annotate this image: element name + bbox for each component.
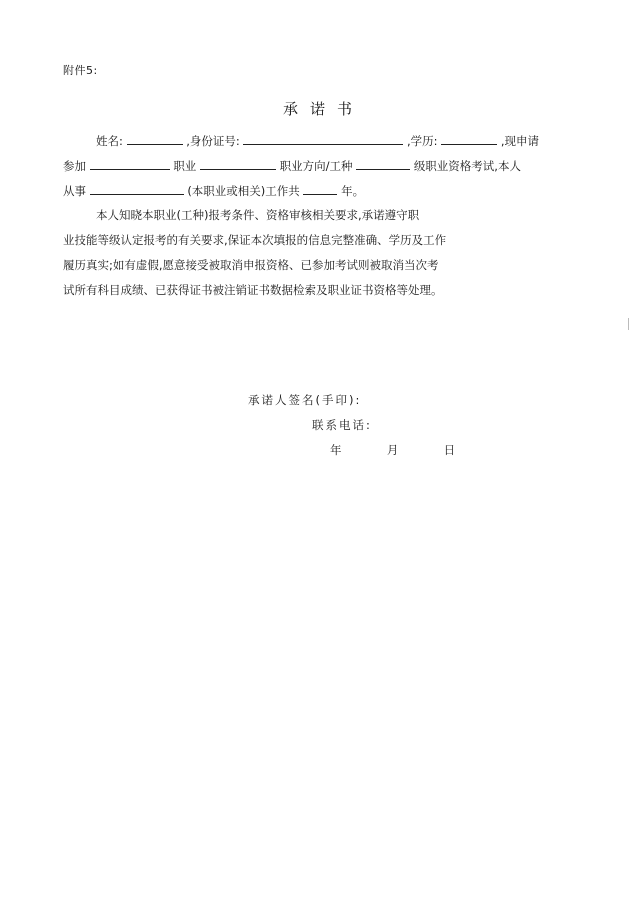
related-label: (本职业或相关)工作共 [187,184,300,198]
level-blank[interactable] [356,157,410,170]
education-blank[interactable] [441,132,497,145]
form-line-1 [96,132,539,149]
phone-label: 联系电话: [312,418,372,432]
attachment-label: 附件5: [63,64,98,77]
engaged-occupation-blank[interactable] [90,182,184,195]
join-label: 参加 [63,159,86,173]
years-blank[interactable] [303,182,337,195]
engaged-label: 从事 [63,184,86,198]
form-line-3 [63,182,364,199]
occupation-blank[interactable] [90,157,170,170]
form-line-2 [63,157,521,174]
level-label: 级职业资格考试,本人 [413,159,521,173]
body-line-1: 本人知晓本职业(工种)报考条件、资格审核相关要求,承诺遵守职 [96,208,420,222]
apply-label: ,现申请 [500,134,540,148]
education-label: ,学历: [407,134,438,148]
name-blank[interactable] [127,132,183,145]
id-label: ,身份证号: [186,134,240,148]
edge-mark [628,318,629,330]
body-line-2: 业技能等级认定报考的有关要求,保证本次填报的信息完整准确、学历及工作 [63,233,447,247]
body-line-4: 试所有科目成绩、已获得证书被注销证书数据检索及职业证书资格等处理。 [63,283,443,297]
document-title: 承诺书 [282,100,364,118]
direction-blank[interactable] [200,157,276,170]
date-row [330,442,455,458]
body-line-3: 履历真实;如有虚假,愿意接受被取消申报资格、已参加考试则被取消当次考 [63,258,439,272]
day-label: 日 [443,443,456,457]
signer-label: 承诺人签名(手印): [248,393,362,407]
name-label: 姓名: [96,134,123,148]
year-label: 年 [330,443,342,457]
years-label: 年。 [341,184,365,198]
direction-label: 职业方向/工种 [279,159,353,173]
occupation-label: 职业 [173,159,197,173]
id-number-blank[interactable] [243,132,403,145]
month-label: 月 [386,443,399,457]
